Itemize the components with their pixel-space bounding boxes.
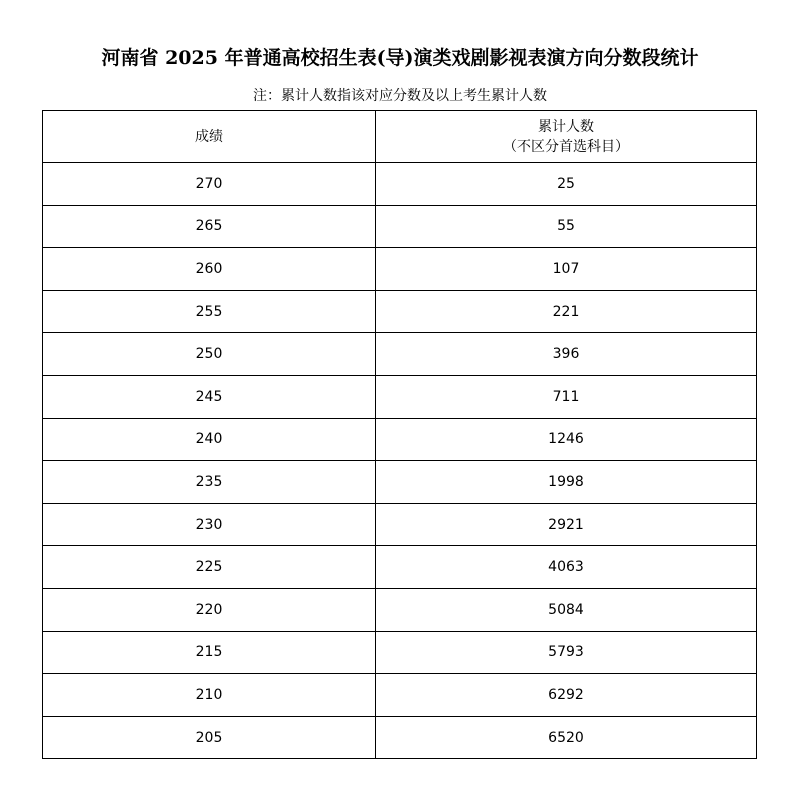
count-cell: 1998 — [376, 461, 757, 504]
table-row — [43, 163, 757, 206]
table-row — [43, 674, 757, 717]
score-cell: 225 — [43, 546, 376, 589]
table-row — [43, 546, 757, 589]
count-cell: 55 — [376, 205, 757, 248]
table-body — [43, 163, 757, 759]
score-cell: 220 — [43, 588, 376, 631]
header-cumulative-label: 累计人数 — [538, 118, 594, 135]
count-cell: 1246 — [376, 418, 757, 461]
header-cumulative-sublabel: （不区分首选科目） — [503, 138, 629, 155]
table-row — [43, 375, 757, 418]
score-cell: 210 — [43, 674, 376, 717]
count-cell: 5793 — [376, 631, 757, 674]
count-cell: 711 — [376, 375, 757, 418]
score-cell: 245 — [43, 375, 376, 418]
table-row — [43, 418, 757, 461]
score-cell: 230 — [43, 503, 376, 546]
score-distribution-table — [42, 110, 757, 759]
score-cell: 215 — [43, 631, 376, 674]
table-note: 注：累计人数指该对应分数及以上考生累计人数 — [253, 88, 547, 104]
table-row — [43, 205, 757, 248]
count-cell: 6292 — [376, 674, 757, 717]
header-cumulative — [376, 111, 757, 163]
score-cell: 240 — [43, 418, 376, 461]
score-cell: 260 — [43, 248, 376, 291]
table-row — [43, 290, 757, 333]
count-cell: 5084 — [376, 588, 757, 631]
count-cell: 107 — [376, 248, 757, 291]
count-cell: 2921 — [376, 503, 757, 546]
count-cell: 396 — [376, 333, 757, 376]
table-row — [43, 248, 757, 291]
score-cell: 250 — [43, 333, 376, 376]
score-cell: 235 — [43, 461, 376, 504]
score-cell: 265 — [43, 205, 376, 248]
table-row — [43, 503, 757, 546]
score-cell: 255 — [43, 290, 376, 333]
header-score — [43, 111, 376, 163]
header-score-label: 成绩 — [195, 128, 223, 145]
table-row — [43, 716, 757, 759]
count-cell: 221 — [376, 290, 757, 333]
table-row — [43, 461, 757, 504]
table-header — [43, 111, 757, 163]
table-row — [43, 588, 757, 631]
score-cell: 270 — [43, 163, 376, 206]
count-cell: 6520 — [376, 716, 757, 759]
table-row — [43, 333, 757, 376]
count-cell: 25 — [376, 163, 757, 206]
score-cell: 205 — [43, 716, 376, 759]
page-title: 河南省 2025 年普通高校招生表(导)演类戏剧影视表演方向分数段统计 — [101, 47, 699, 69]
count-cell: 4063 — [376, 546, 757, 589]
table-row — [43, 631, 757, 674]
header-row — [43, 111, 757, 163]
